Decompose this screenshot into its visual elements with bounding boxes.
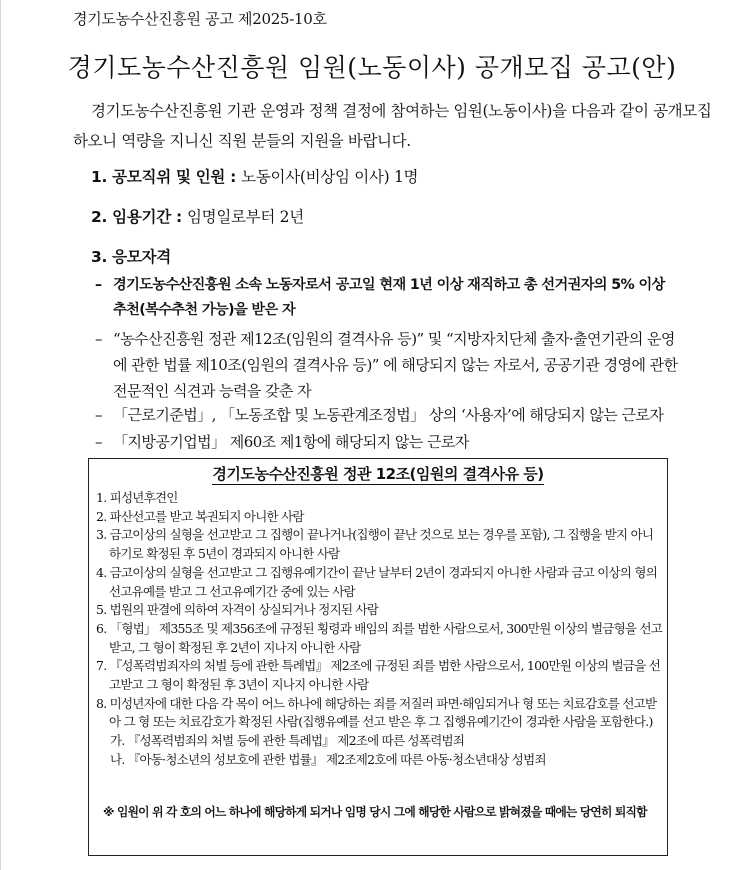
qualification-item xyxy=(95,404,681,426)
subclause-item: 나. 『아동·청소년의 성보호에 관한 법률』 제2조제2호에 따른 아동·청소년대상 성범죄 xyxy=(110,751,546,767)
dash-bullet: – xyxy=(95,277,102,293)
qualification-text: 「근로기준법」, 「노동조합 및 노동관계조정법」 상의 ‘사용자’에 해당되지 않는 근로자 xyxy=(113,406,664,424)
dash-bullet: – xyxy=(95,433,102,451)
box-title xyxy=(89,463,667,484)
clause-item: 4. 금고이상의 실형을 선고받고 그 집행유예기간이 끝난 날부터 2년이 경과되지 아니한 사람과 금고 이상의 형의 선고유예를 받고 그 선고유예기간 중에 있는 사람 xyxy=(96,564,658,599)
clause-item: 5. 법원의 판결에 의하여 자격이 상실되거나 정지된 사람 xyxy=(96,602,379,618)
intro-paragraph: 경기도농수산진흥원 기관 운영과 정책 결정에 참여하는 임원(노동이사)을 다음과 같이 공개모집 하오니 역량을 지니신 직원 분들의 지원을 바랍니다. xyxy=(73,102,712,150)
clause-item: 8. 미성년자에 대한 다음 각 목이 어느 하나에 해당하는 죄를 저질러 파면·해임되거나 형 또는 치료감호를 선고받아 그 형 또는 치료감호가 확정된 사람(집행유예를 선고 받은 후 그 집행유예기간이 경과한 사람을 포함한다.) xyxy=(96,695,657,730)
clause-item: 6. 「형법」 제355조 및 제356조에 규정된 횡령과 배임의 죄를 범한 사람으로서, 300만원 이상의 벌금형을 선고받고, 그 형이 확정된 후 2년이 지나지 아니한 사람 xyxy=(96,620,663,655)
qualification-item xyxy=(95,431,681,453)
box-title-text: 경기도농수산진흥원 정관 12조(임원의 결격사유 등) xyxy=(212,465,544,483)
qualification-item xyxy=(95,326,681,404)
subclause-item: 가. 『성폭력범죄의 처벌 등에 관한 특례법』 제2조에 따른 성폭력범죄 xyxy=(110,733,465,749)
qualification-item xyxy=(95,273,681,323)
clause-item: 2. 파산선고를 받고 복권되지 아니한 사람 xyxy=(96,508,304,524)
clause-list xyxy=(96,489,664,770)
section-position xyxy=(91,165,418,187)
clause-item: 7. 『성폭력범죄자의 처벌 등에 관한 특례법』 제2조에 규정된 죄를 범한 사람으로서, 100만원 이상의 벌금을 선고받고 그 형이 확정된 후 3년이 지나지 아니한 사람 xyxy=(96,658,661,693)
section-position-separator: : xyxy=(225,168,242,186)
clause-item: 3. 금고이상의 실형을 선고받고 그 집행이 끝나거나(집행이 끝난 것으로 보는 경우를 포함), 그 집행을 받지 아니 하기로 확정된 후 5년이 경과되지 아니한 사람 xyxy=(96,527,654,562)
section-term-label: 2. 임용기간 xyxy=(91,208,171,226)
section-term xyxy=(91,205,304,227)
qualification-text: 「지방공기업법」 제60조 제1항에 해당되지 않는 근로자 xyxy=(113,433,469,451)
section-position-label: 1. 공모직위 및 인원 xyxy=(91,168,226,186)
qualification-text: “농수산진흥원 정관 제12조(임원의 결격사유 등)” 및 “지방자치단체 출자·출연기관의 운영에 관한 법률 제10조(임원의 결격사유 등)” 에 해당되지 않는 자로서, 공공기관 경영에 관한 전문적인 식견과 능력을 갖춘 자 xyxy=(113,330,678,400)
dash-bullet: – xyxy=(95,406,102,424)
page-title: 경기도농수산진흥원 임원(노동이사) 공개모집 공고(안) xyxy=(67,53,677,82)
section-term-value: 임명일로부터 2년 xyxy=(186,208,304,226)
section-qualifications xyxy=(91,245,171,267)
section-position-value: 노동이사(비상임 이사) 1명 xyxy=(241,168,419,186)
clause-item: 1. 피성년후견인 xyxy=(96,490,178,505)
qualification-text: 경기도농수산진흥원 소속 노동자로서 공고일 현재 1년 이상 재직하고 총 선거권자의 5% 이상 추천(복수추천 가능)을 받은 자 xyxy=(113,277,665,318)
disqualification-box xyxy=(88,458,668,856)
notice-number: 경기도농수산진흥원 공고 제2025-10호 xyxy=(73,10,327,28)
section-qualifications-label: 3. 응모자격 xyxy=(91,248,171,266)
section-term-separator: : xyxy=(170,208,187,226)
dash-bullet: – xyxy=(95,330,102,348)
dismissal-note: ※ 임원이 위 각 호의 어느 하나에 해당하게 되거나 임명 당시 그에 해당한 사람으로 밝혀졌을 때에는 당연히 퇴직함 xyxy=(103,805,647,819)
